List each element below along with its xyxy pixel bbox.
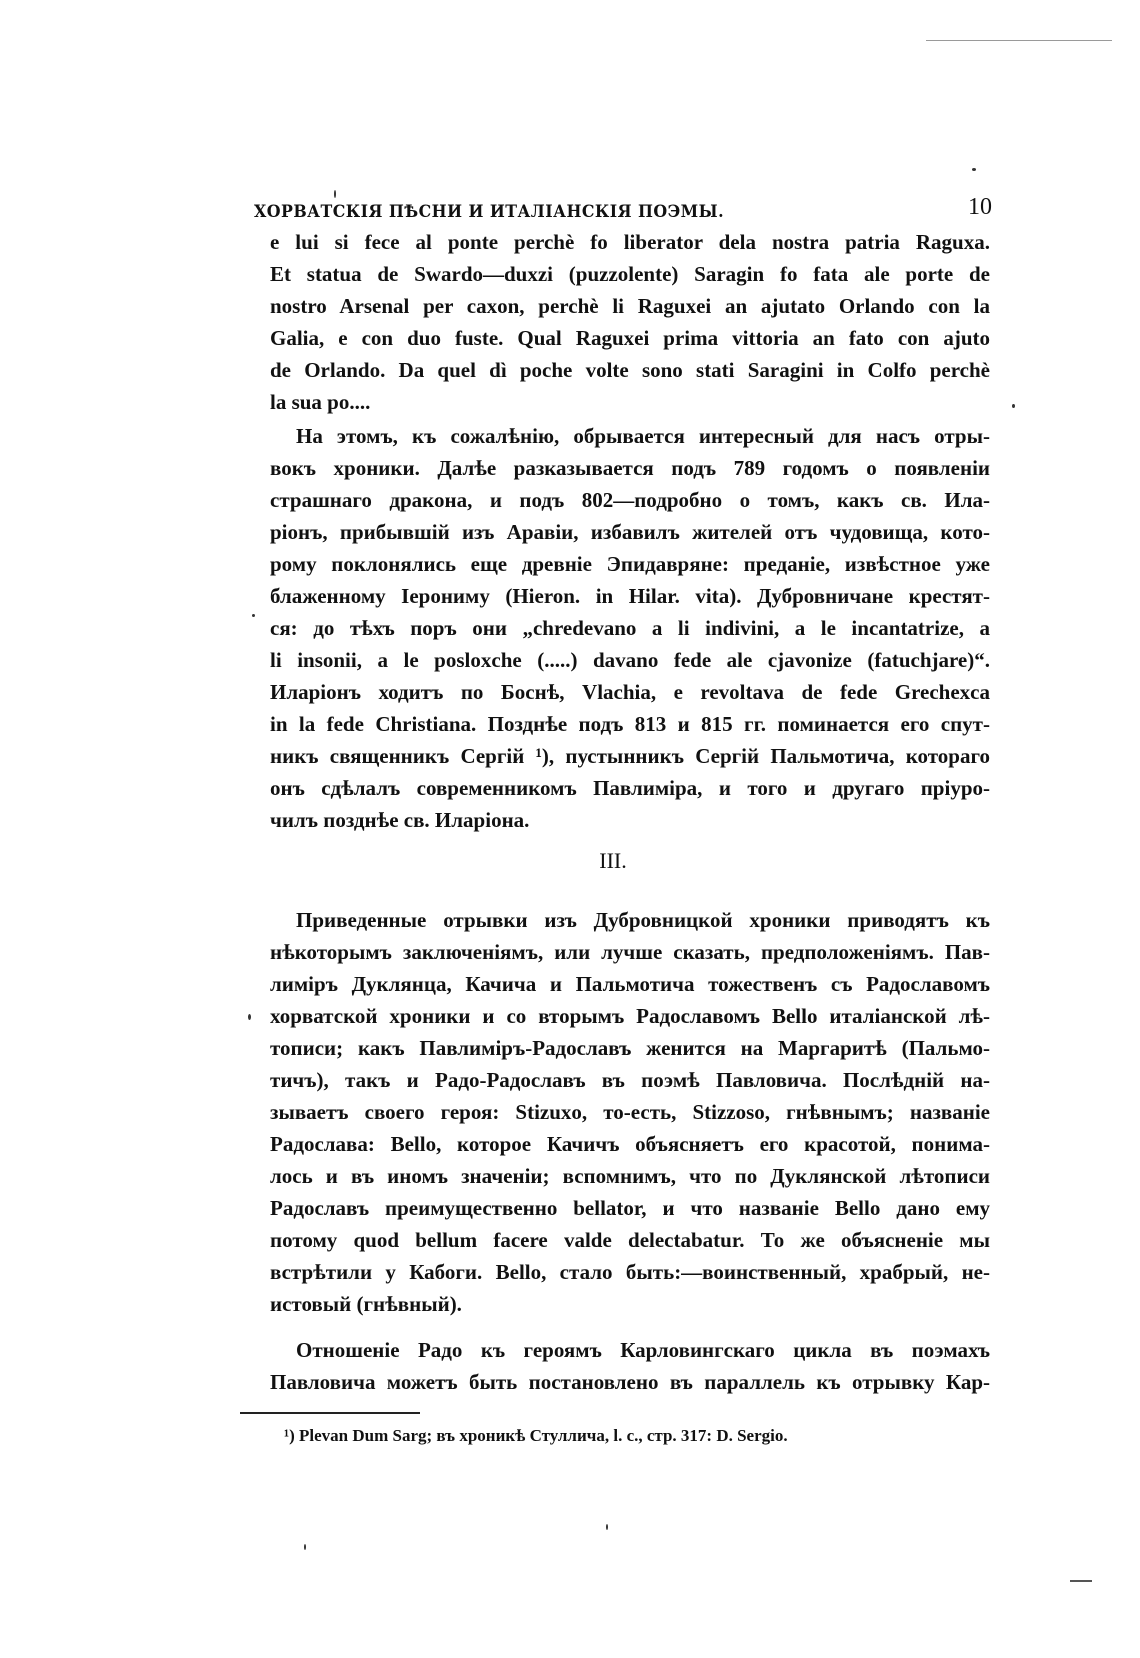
text-line: зываетъ своего героя: Stizuxo, то-есть, Stizzoso, гнѣвнымъ; названіе (270, 1100, 990, 1124)
text-line: тописи; какъ Павлиміръ-Радославъ женится на Маргаритѣ (Пальмо- (270, 1036, 990, 1060)
text-line: рому поклонялись еще древніе Эпидавряне: преданіе, извѣстное уже (270, 552, 990, 576)
text-line: страшнаго дракона, и подъ 802—подробно о томъ, какъ св. Ила- (270, 488, 990, 512)
running-head: ХОРВАТСКІЯ ПѢСНИ И ИТАЛІАНСКІЯ ПОЭМЫ. (254, 202, 725, 222)
scan-edge-line (926, 40, 1112, 41)
text-line: Павловича можетъ быть постановлено въ параллель къ отрывку Кар- (270, 1370, 990, 1394)
text-line: Отношеніе Радо къ героямъ Карловингскаго цикла въ поэмахъ (296, 1338, 990, 1362)
paragraph-carolingian (270, 1334, 990, 1398)
text-line: nostro Arsenal per caxon, perchè li Raguxei an ajutato Orlando con la (270, 294, 990, 318)
text-line: Иларіонъ ходитъ по Боснѣ, Vlachia, e revoltava de fede Grechexca (270, 680, 990, 704)
text-line: Et statua de Swardo—duxzi (puzzolente) Saragin fo fata ale porte de (270, 262, 990, 286)
text-line: На этомъ, къ сожалѣнію, обрывается интересный для насъ отры- (296, 424, 990, 448)
text-line: нѣкоторымъ заключеніямъ, или лучше сказать, предположеніямъ. Пав- (270, 940, 990, 964)
scan-speck (248, 1014, 251, 1020)
text-line: ся: до тѣхъ поръ они „chredevano a li indivini, a le incantatrize, a (270, 616, 990, 640)
text-line: in la fede Christiana. Позднѣе подъ 813 и 815 гг. поминается его спут- (270, 712, 990, 736)
text-line: Радославъ преимущественно bellator, и что названіе Bello дано ему (270, 1196, 990, 1220)
text-line: Радослава: Bello, которое Качичъ объясняетъ его красотой, понима- (270, 1132, 990, 1156)
scan-speck (1012, 404, 1015, 408)
footnote: ¹) Plevan Dum Sarg; въ хроникѣ Стуллича, l. c., стр. 317: D. Sergio. (284, 1426, 788, 1445)
text-line: la sua po.... (270, 390, 371, 414)
text-line: li insonii, a le posloxche (.....) davano fede ale cjavonize (fatuchjare)“. (270, 648, 990, 672)
text-line: хорватской хроники и со вторымъ Радославомъ Bello италіанской лѣ- (270, 1004, 990, 1028)
text-line: e lui si fece al ponte perchè fo liberator dela nostra patria Raguxa. (270, 230, 990, 254)
text-line: тичъ), такъ и Радо-Радославъ въ поэмѣ Павловича. Послѣдній на- (270, 1068, 990, 1092)
text-line: Galia, e con duo fuste. Qual Raguxei prima vittoria an fato con ajuto (270, 326, 990, 350)
paragraph-conclusions (270, 904, 990, 1320)
text-line: Приведенные отрывки изъ Дубровницкой хроники приводятъ къ (296, 908, 990, 932)
paragraph-italian-quote (270, 226, 990, 418)
text-line: встрѣтили у Кабоги. Bello, стало быть:—воинственный, храбрый, не- (270, 1260, 990, 1284)
page-number: 10 (968, 194, 992, 220)
text-line: блаженному Іерониму (Hieron. in Hilar. vita). Дубровничане крестят- (270, 584, 990, 608)
text-line: вокъ хроники. Далѣе разказывается подъ 789 годомъ о появленіи (270, 456, 990, 480)
text-line: никъ священникъ Сергій ¹), пустынникъ Сергій Пальмотича, котораго (270, 744, 990, 768)
footnote-rule (240, 1412, 420, 1414)
text-line: de Orlando. Da quel dì poche volte sono stati Saragini in Colfo perchè (270, 358, 990, 382)
paragraph-chronicle (270, 420, 990, 836)
scan-speck (972, 168, 976, 171)
scan-speck (252, 614, 255, 617)
text-line: потому quod bellum facere valde delectabatur. То же объясненіе мы (270, 1228, 990, 1252)
scan-speck (606, 1524, 608, 1530)
scan-dash (1070, 1580, 1092, 1582)
text-line: чилъ позднѣе св. Иларіона. (270, 808, 530, 832)
text-line: ріонъ, прибывшій изъ Аравіи, избавилъ жителей отъ чудовища, кото- (270, 520, 990, 544)
page-header (254, 194, 992, 228)
section-heading (0, 848, 1140, 874)
scan-speck (304, 1544, 306, 1550)
text-line: онъ сдѣлалъ современникомъ Павлиміра, и того и другаго пріуро- (270, 776, 990, 800)
scan-speck (334, 190, 336, 198)
text-line: истовый (гнѣвный). (270, 1292, 462, 1316)
section-numeral: III. (599, 848, 627, 873)
text-line: лось и въ иномъ значеніи; вспомнимъ, что по Дуклянской лѣтописи (270, 1164, 990, 1188)
text-line: лиміръ Дуклянца, Качича и Пальмотича тожественъ съ Радославомъ (270, 972, 990, 996)
